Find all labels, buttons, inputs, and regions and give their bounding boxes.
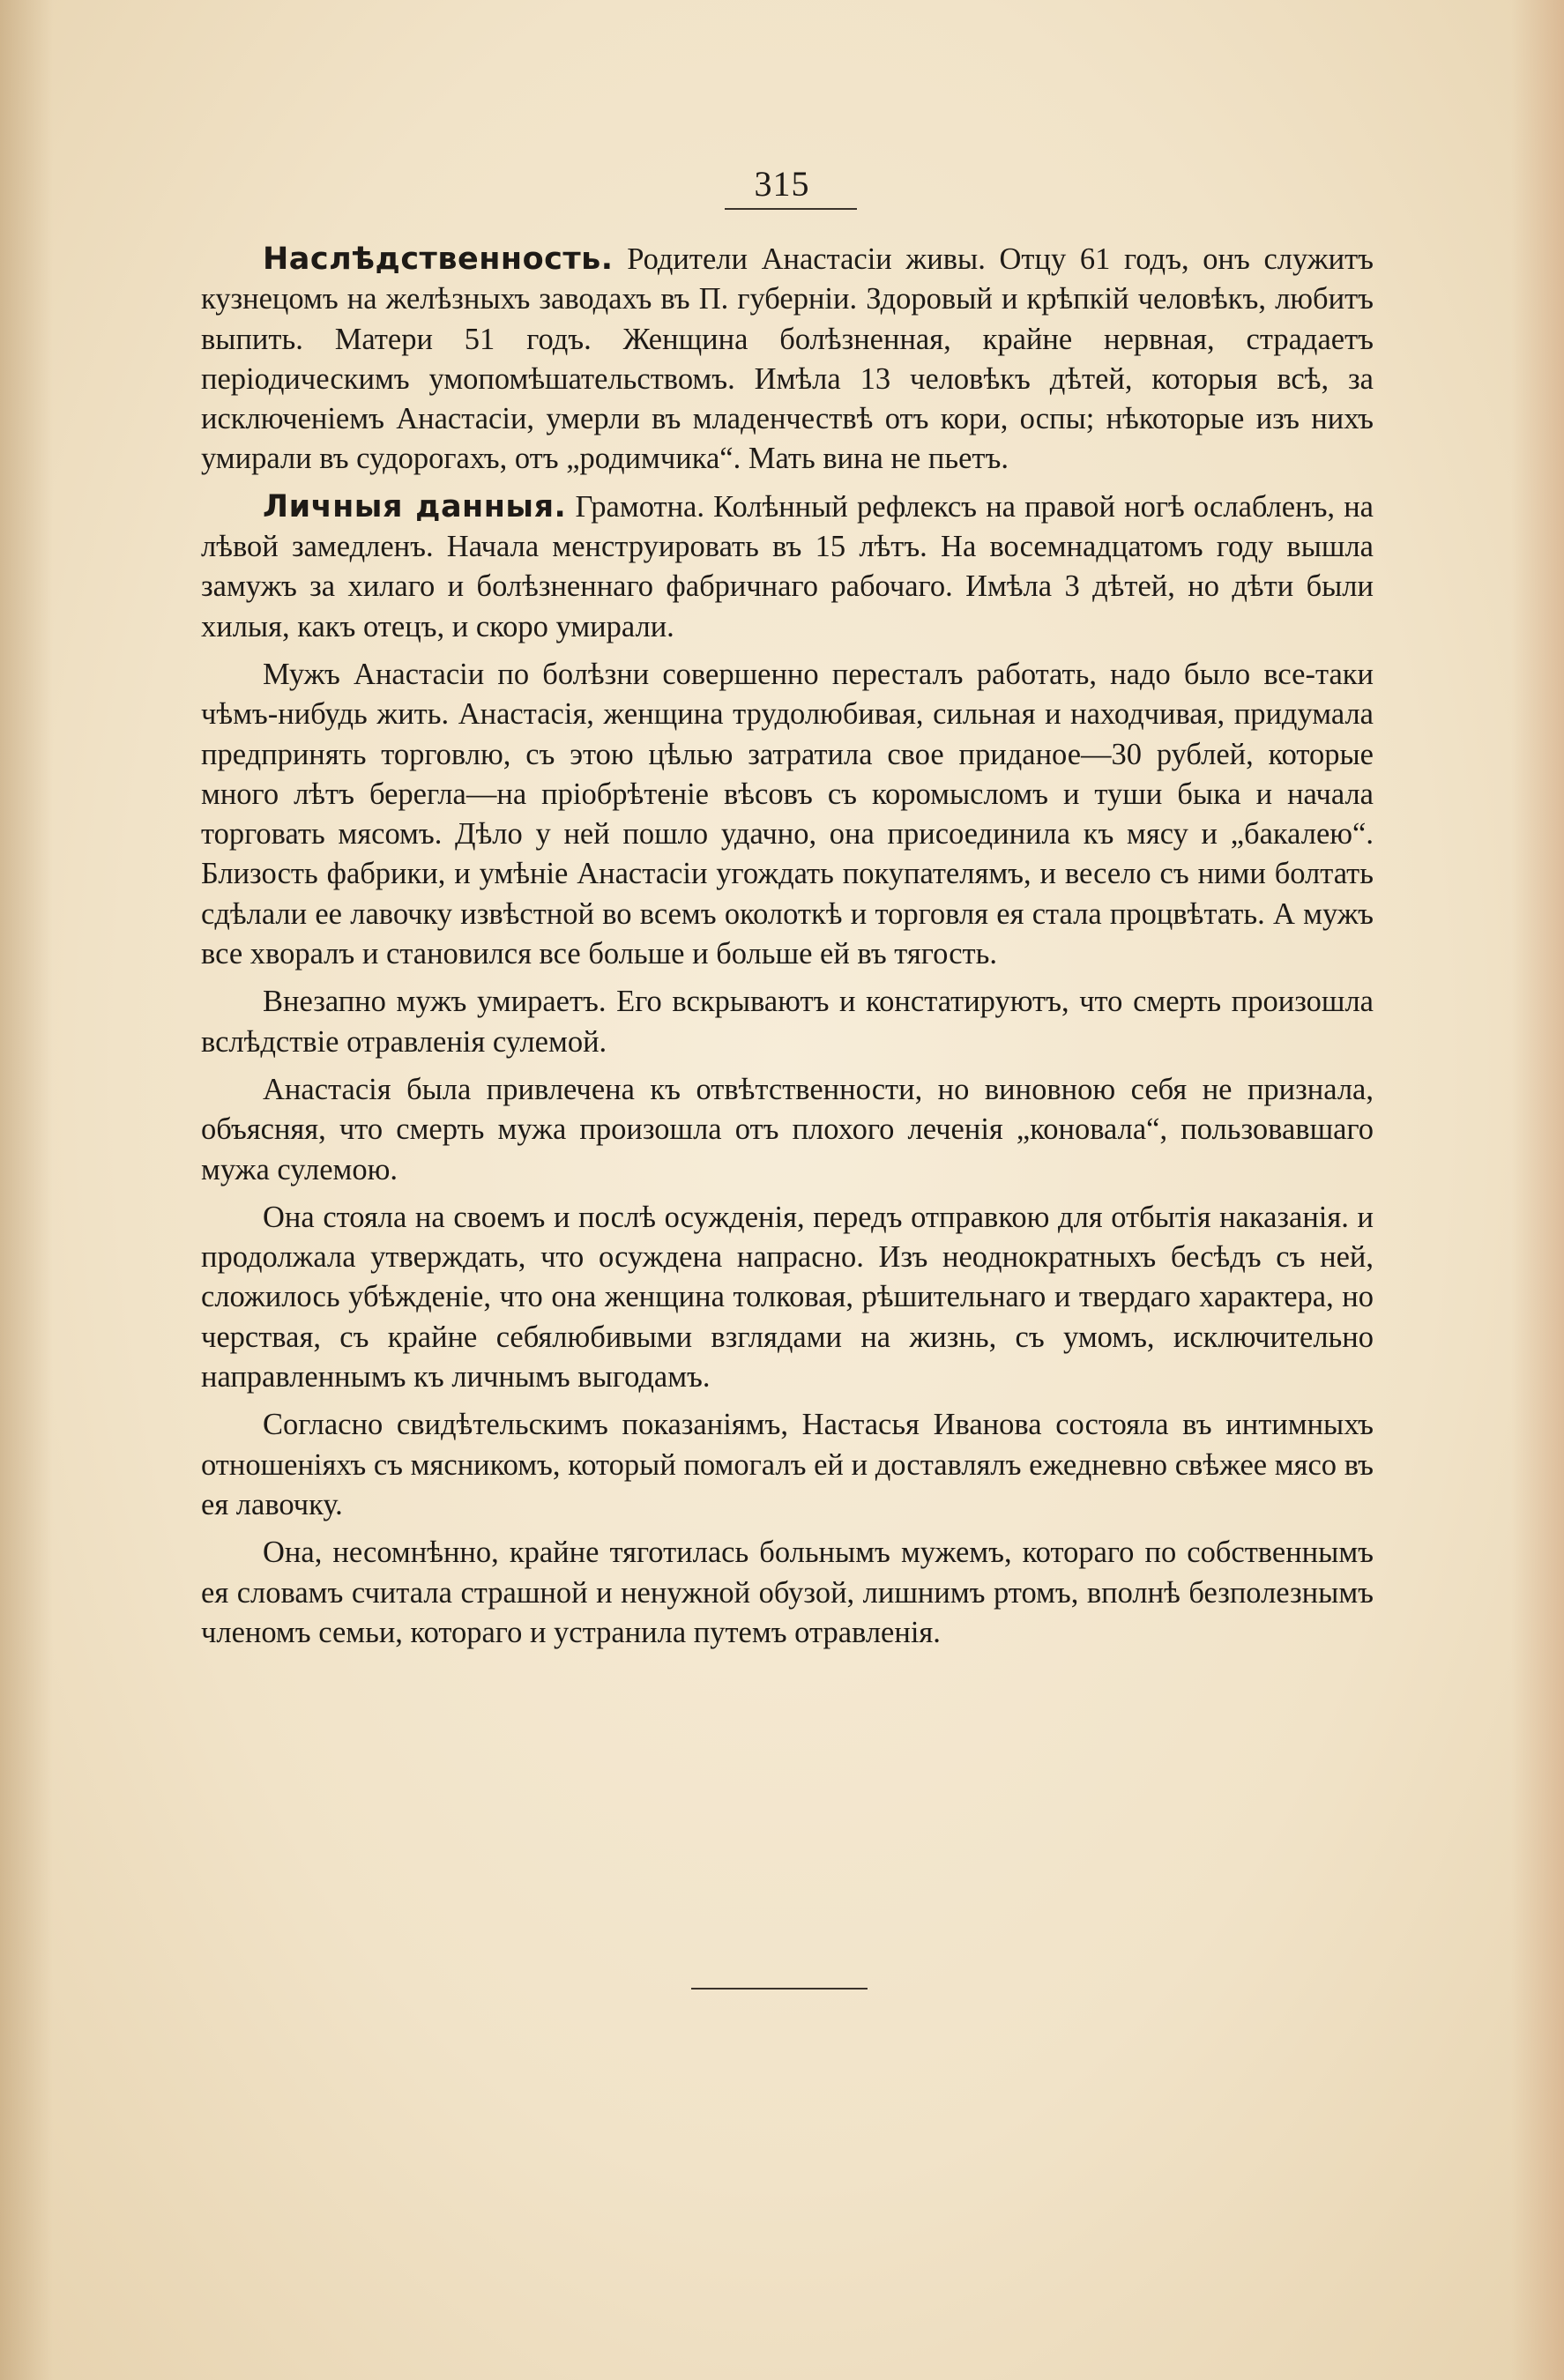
paragraph: Она, несомнѣнно, крайне тяготилась больнымъ мужемъ, котораго по собственнымъ ея словамъ считала страшной и ненужной обузой, лишнимъ ртомъ, вполнѣ безполезнымъ членомъ семьи, котораго и устранила путемъ отравленія.	[201, 1536, 1374, 1649]
section-text-personal-data: Грамотна. Колѣнный рефлексъ на правой ногѣ ослабленъ, на лѣвой замедленъ. Начала менструировать въ 15 лѣтъ. На восемнадцатомъ году вышла замужъ за хилаго и болѣзненнаго фабричнаго рабочаго. Имѣла 3 дѣтей, но дѣти были хилыя, какъ отецъ, и скоро умирали.	[201, 489, 1374, 643]
paragraph: Согласно свидѣтельскимъ показаніямъ, Настасья Иванова состояла въ интимныхъ отношеніяхъ съ мясникомъ, который помогалъ ей и доставлялъ ежедневно свѣжее мясо въ ея лавочку.	[201, 1408, 1374, 1521]
page-edge-shadow-right	[1511, 0, 1564, 2380]
paragraph: Она стояла на своемъ и послѣ осужденія, передъ отправкою для отбытія наказанія. и продолжала утверждать, что осуждена напрасно. Изъ неоднократныхъ бесѣдъ съ ней, сложилось убѣжденіе, что она женщина толковая, рѣшительнаго и твердаго характера, но черствая, съ крайне себялюбивыми взглядами на жизнь, съ умомъ, исключительно направленнымъ къ личнымъ выгодамъ.	[201, 1200, 1374, 1395]
page-number-underline	[725, 208, 857, 210]
paragraph: Мужъ Анастасіи по болѣзни совершенно пересталъ работать, надо было все-таки чѣмъ-нибудь жить. Анастасія, женщина трудолюбивая, сильная и находчивая, придумала предпринять торговлю, съ этою цѣлью затратила свое приданое—30 рублей, которые много лѣтъ берегла—на пріобрѣтеніе вѣсовъ съ коромысломъ и туши быка и начала торговать мясомъ. Дѣло у ней пошло удачно, она присоединила къ мясу и „бакалею“. Близость фабрики, и умѣніе Анастасіи угождать покупателямъ, и весело съ ними болтать сдѣлали ее лавочку извѣстной во всемъ околоткѣ и торговля ея стала процвѣтать. А мужъ все хворалъ и становился все больше и больше ей въ тягость.	[201, 657, 1374, 971]
section-text-heredity: Родители Анастасіи живы. Отцу 61 годъ, онъ служитъ кузнецомъ на желѣзныхъ заводахъ въ П. губерніи. Здоровый и крѣпкій человѣкъ, любитъ выпить. Матери 51 годъ. Женщина болѣзненная, крайне нервная, страдаетъ періодическимъ умопомѣшательствомъ. Имѣла 13 человѣкъ дѣтей, которыя всѣ, за исключеніемъ Анастасіи, умерли въ младенчествѣ отъ кори, оспы; нѣкоторые изъ нихъ умирали въ судорогахъ, отъ „родимчика“. Мать вина не пьетъ.	[201, 242, 1374, 476]
section-heading-personal-data: Личныя данныя.	[263, 488, 567, 524]
end-of-text-rule	[691, 1988, 868, 1990]
paragraph-personal-data	[201, 487, 1374, 647]
page-number: 315	[754, 164, 810, 204]
paragraph: Внезапно мужъ умираетъ. Его вскрываютъ и констатируютъ, что смерть произошла вслѣдствіе отравленія сулемой.	[201, 985, 1374, 1059]
paragraph-heredity	[201, 240, 1374, 480]
page-edge-shadow-left	[0, 0, 53, 2380]
section-heading-heredity: Наслѣдственность.	[263, 242, 614, 277]
body-text	[201, 240, 1374, 1661]
paragraph: Анастасія была привлечена къ отвѣтственности, но виновною себя не признала, объясняя, что смерть мужа произошла отъ плохого леченія „коновала“, пользовавшаго мужа сулемою.	[201, 1072, 1374, 1186]
